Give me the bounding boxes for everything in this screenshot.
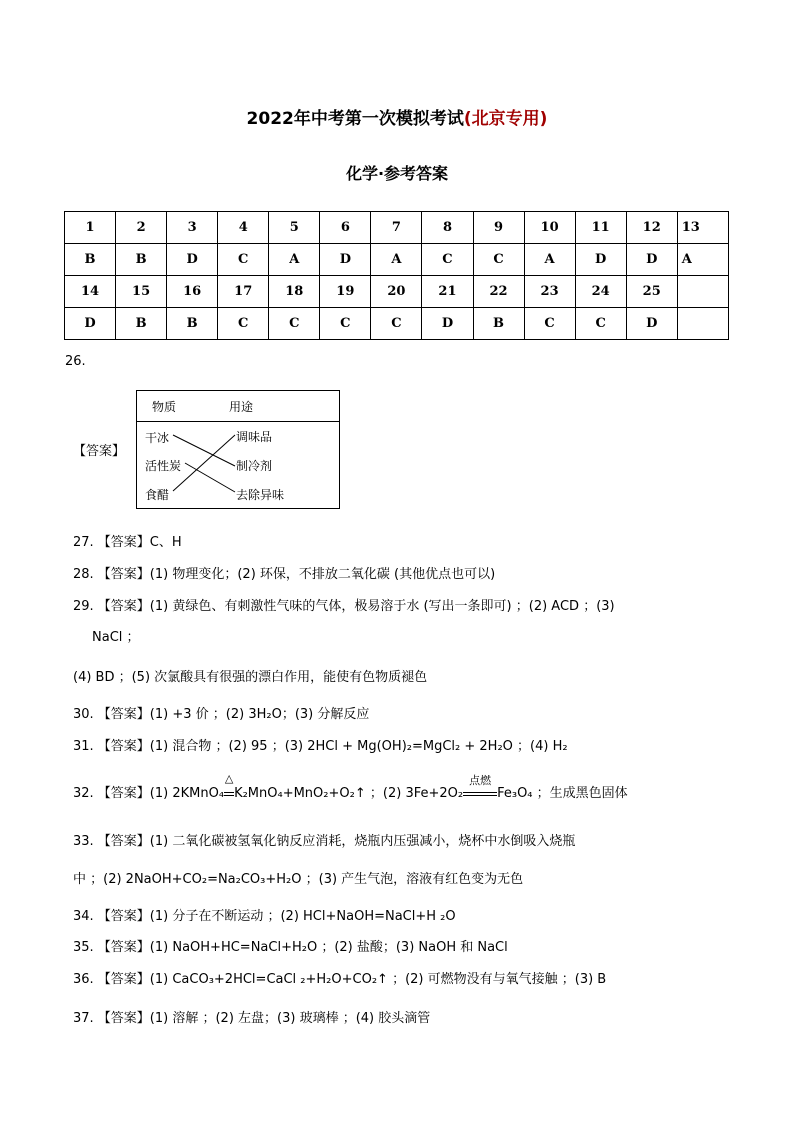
- answer-table-cell: 23: [524, 276, 575, 308]
- substance-2: 食醋: [145, 488, 170, 502]
- title-region: 北京专用: [471, 109, 540, 129]
- answer-table-cell: C: [269, 308, 320, 340]
- answer-table-cell: 2: [116, 212, 167, 244]
- q33-line1: 33. 【答案】(1) 二氧化碳被氢氧化钠反应消耗，烧瓶内压强减小，烧杯中水倒吸入烧瓶: [73, 834, 576, 849]
- substance-1: 活性炭: [145, 459, 182, 473]
- match-header-use: 用途: [229, 400, 254, 414]
- line-vinegar-seasoning: [173, 435, 235, 491]
- use-0: 调味品: [236, 430, 273, 444]
- q32-eq1-cond-text: △: [224, 772, 234, 785]
- title-paren-close: ): [539, 109, 548, 129]
- answer-table-row: [65, 308, 729, 340]
- answer-table-cell: A: [371, 244, 422, 276]
- q32-mid: ；(2): [369, 786, 406, 801]
- use-1: 制冷剂: [236, 459, 273, 473]
- answer-table-cell: 18: [269, 276, 320, 308]
- answer-table-cell: 11: [575, 212, 626, 244]
- q33-line2: 中 ；(2) 2NaOH+CO₂=Na₂CO₃+H₂O ；(3) 产生气泡，溶液有红色变为无色: [73, 872, 524, 887]
- answer-table: [64, 211, 729, 340]
- answer-table-cell: 8: [422, 212, 473, 244]
- answer-table-cell: 22: [473, 276, 524, 308]
- line-charcoal-deodorize: [185, 463, 235, 492]
- answer-table-cell: D: [65, 308, 116, 340]
- answer-table-cell: C: [218, 308, 269, 340]
- q32-answer: [73, 772, 628, 801]
- answer-table-cell: D: [167, 244, 218, 276]
- answer-table-cell: C: [473, 244, 524, 276]
- answer-table-cell: A: [677, 244, 728, 276]
- answer-table-cell: 9: [473, 212, 524, 244]
- answer-table-cell: 25: [626, 276, 677, 308]
- answer-table-cell: C: [320, 308, 371, 340]
- q28-answer: 28. 【答案】(1) 物理变化；(2) 环保，不排放二氧化碳 (其他优点也可以): [73, 567, 496, 582]
- q36-answer: 36. 【答案】(1) CaCO₃+2HCl=CaCl ₂+H₂O+CO₂↑ ；(2) 可燃物没有与氧气接触 ；(3) B: [73, 972, 607, 987]
- answer-table-row: [65, 276, 729, 308]
- answer-table-cell: 7: [371, 212, 422, 244]
- answer-table-cell: C: [422, 244, 473, 276]
- q34-answer: 34. 【答案】(1) 分子在不断运动 ；(2) HCl+NaOH=NaCl+H ₂O: [73, 909, 456, 924]
- q32-eq1-condition: [224, 772, 234, 801]
- page-title: [0, 104, 794, 129]
- answer-table-cell: D: [626, 308, 677, 340]
- answer-table-cell: D: [575, 244, 626, 276]
- answer-table-cell: B: [116, 244, 167, 276]
- answer-table-row: [65, 212, 729, 244]
- answer-table-cell: C: [371, 308, 422, 340]
- q31-answer: 31. 【答案】(1) 混合物 ；(2) 95 ；(3) 2HCl + Mg(OH)₂=MgCl₂ + 2H₂O ；(4) H₂: [73, 739, 568, 754]
- answer-table-cell: 21: [422, 276, 473, 308]
- answer-table-cell: 13: [677, 212, 728, 244]
- answer-table-cell: 4: [218, 212, 269, 244]
- q27-answer: 27. 【答案】C、H: [73, 535, 182, 550]
- answer-table-cell: C: [218, 244, 269, 276]
- answer-table-cell: D: [320, 244, 371, 276]
- answer-table-cell: 5: [269, 212, 320, 244]
- answer-table-cell: 1: [65, 212, 116, 244]
- answer-table-cell: A: [524, 244, 575, 276]
- answer-table-cell: B: [116, 308, 167, 340]
- answer-table-cell: [677, 276, 728, 308]
- q26-answer-label: 【答案】: [73, 444, 126, 459]
- match-header-substance: 物质: [152, 400, 177, 414]
- match-lines: [137, 391, 339, 508]
- q32-eq1-left: 2KMnO₄: [172, 786, 225, 801]
- q30-answer: 30. 【答案】(1) +3 价 ；(2) 3H₂O；(3) 分解反应: [73, 707, 370, 722]
- q32-suffix: ；生成黑色固体: [536, 786, 628, 801]
- answer-table-cell: B: [65, 244, 116, 276]
- answer-table-cell: 15: [116, 276, 167, 308]
- answer-table-cell: 3: [167, 212, 218, 244]
- answer-table-cell: 14: [65, 276, 116, 308]
- title-main: 2022年中考第一次模拟考试: [246, 109, 464, 129]
- answer-table-row: [65, 244, 729, 276]
- answer-table-cell: 24: [575, 276, 626, 308]
- answer-table-cell: 10: [524, 212, 575, 244]
- q32-eq1-right: K₂MnO₄+MnO₂+O₂↑: [234, 786, 366, 801]
- q32-eq2-cond-text: 点燃: [469, 774, 492, 787]
- substance-0: 干冰: [145, 431, 170, 445]
- answer-table-cell: A: [269, 244, 320, 276]
- answer-table-cell: [677, 308, 728, 340]
- q35-answer: 35. 【答案】(1) NaOH+HC=NaCl+H₂O ；(2) 盐酸；(3) NaOH 和 NaCl: [73, 940, 508, 955]
- q32-eq2-condition: [463, 774, 497, 801]
- q26-number: 26.: [65, 354, 86, 369]
- answer-table-cell: D: [626, 244, 677, 276]
- answer-table-cell: B: [167, 308, 218, 340]
- q32-prefix: 32. 【答案】(1): [73, 786, 173, 801]
- q29-line3: (4) BD ；(5) 次氯酸具有很强的漂白作用，能使有色物质褪色: [73, 670, 428, 685]
- answer-table-cell: 6: [320, 212, 371, 244]
- q37-answer: 37. 【答案】(1) 溶解 ；(2) 左盘；(3) 玻璃棒 ；(4) 胶头滴管: [73, 1011, 431, 1026]
- answer-table-cell: C: [524, 308, 575, 340]
- title-paren-open: (: [463, 109, 472, 129]
- answer-table-cell: 20: [371, 276, 422, 308]
- answer-table-cell: 12: [626, 212, 677, 244]
- answer-table-cell: B: [473, 308, 524, 340]
- answer-table-cell: D: [422, 308, 473, 340]
- answer-table-cell: C: [575, 308, 626, 340]
- q29-line1: 29. 【答案】(1) 黄绿色、有刺激性气味的气体，极易溶于水 (写出一条即可) ；(2) ACD ；(3): [73, 599, 615, 614]
- q32-eq2-left: 3Fe+2O₂: [405, 786, 464, 801]
- q26-matching-diagram: [136, 390, 340, 509]
- q32-eq2-right: Fe₃O₄: [497, 786, 533, 801]
- answer-table-cell: 19: [320, 276, 371, 308]
- use-2: 去除异味: [236, 488, 285, 502]
- page-subtitle: 化学·参考答案: [345, 164, 449, 183]
- q29-line2: NaCl ；: [92, 630, 140, 645]
- line-dryice-refrigerant: [173, 435, 235, 466]
- answer-table-cell: 16: [167, 276, 218, 308]
- answer-table-cell: 17: [218, 276, 269, 308]
